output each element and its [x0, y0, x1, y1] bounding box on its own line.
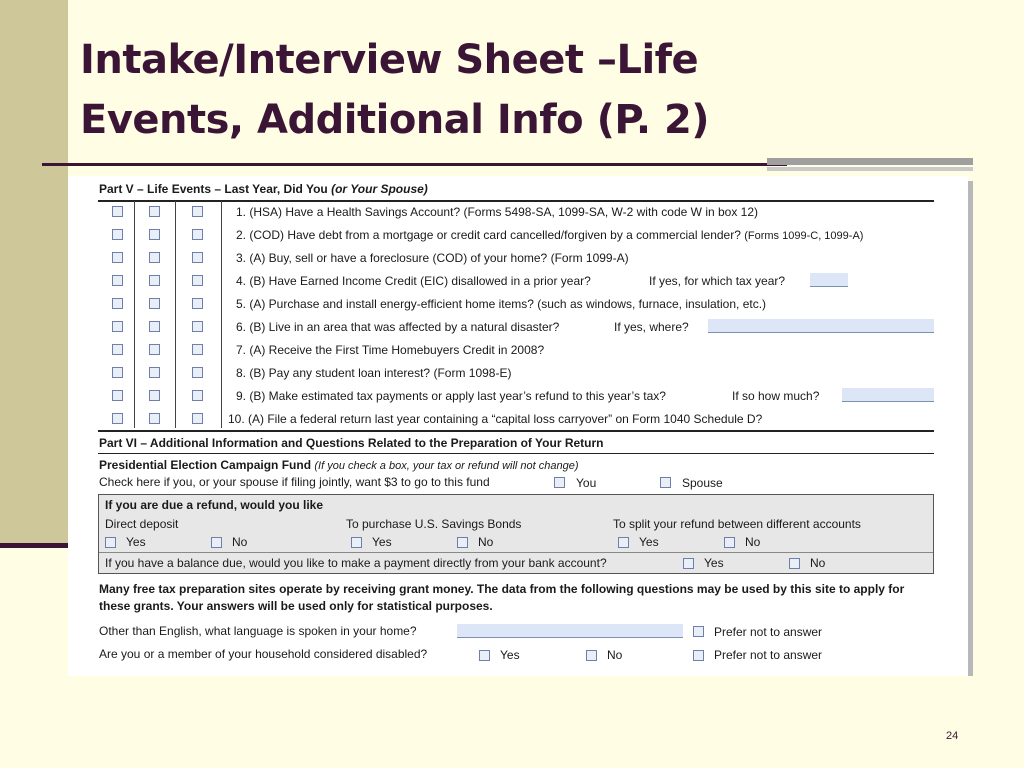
split-refund-yes-checkbox[interactable] [618, 537, 629, 548]
refund-box-divider [99, 552, 933, 553]
row7-question: 7. (A) Receive the First Time Homebuyers Credit in 2008? [236, 343, 545, 357]
campaign-spouse-checkbox[interactable] [660, 477, 671, 488]
savings-bonds-yes-checkbox[interactable] [351, 537, 362, 548]
row5-unsure-checkbox[interactable] [192, 298, 203, 309]
form-shadow [968, 181, 973, 676]
row5-yes-checkbox[interactable] [112, 298, 123, 309]
direct-deposit-yes-checkbox[interactable] [105, 537, 116, 548]
intake-form-page2 [68, 176, 968, 676]
refund-box-title: If you are due a refund, would you like [105, 498, 324, 512]
part5-top-rule [98, 200, 934, 202]
row3-unsure-checkbox[interactable] [192, 252, 203, 263]
split-refund-no-label: No [745, 535, 761, 549]
row2-question [236, 228, 863, 242]
disabled-prefer-not-checkbox[interactable] [693, 650, 704, 661]
balance-due-yes-label: Yes [704, 556, 724, 570]
row9-unsure-checkbox[interactable] [192, 390, 203, 401]
row1-question: 1. (HSA) Have a Health Savings Account? (Forms 5498-SA, 1099-SA, W-2 with code W in box 12) [236, 205, 759, 219]
disabled-no-checkbox[interactable] [586, 650, 597, 661]
part6-header-rule [98, 453, 934, 454]
balance-due-no-checkbox[interactable] [789, 558, 800, 569]
part5-header [99, 182, 428, 196]
savings-bonds-yes-label: Yes [372, 535, 392, 549]
row5-no-checkbox[interactable] [149, 298, 160, 309]
row4-followup: If yes, for which tax year? [649, 274, 786, 288]
row1-yes-checkbox[interactable] [112, 206, 123, 217]
direct-deposit-no-label: No [232, 535, 248, 549]
row8-no-checkbox[interactable] [149, 367, 160, 378]
row6-question: 6. (B) Live in an area that was affected by a natural disaster? [236, 320, 560, 334]
decorative-bar [767, 158, 973, 165]
disabled-yes-label: Yes [500, 648, 520, 662]
estimated-payments-field[interactable] [842, 388, 934, 402]
row4-no-checkbox[interactable] [149, 275, 160, 286]
slide-number: 24 [946, 730, 959, 742]
disabled-no-label: No [607, 648, 623, 662]
part5-header-italic: (or Your Spouse) [331, 182, 428, 196]
row1-no-checkbox[interactable] [149, 206, 160, 217]
language-question: Other than English, what language is spoken in your home? [99, 624, 417, 638]
split-refund-yes-label: Yes [639, 535, 659, 549]
row7-no-checkbox[interactable] [149, 344, 160, 355]
row3-question: 3. (A) Buy, sell or have a foreclosure (COD) of your home? (Form 1099-A) [236, 251, 629, 265]
campaign-fund-note: (If you check a box, your tax or refund will not change) [314, 460, 579, 472]
slide-title-line1: Intake/Interview Sheet –Life [80, 37, 699, 83]
language-prefer-not-checkbox[interactable] [693, 626, 704, 637]
savings-bonds-no-checkbox[interactable] [457, 537, 468, 548]
row10-question: 10. (A) File a federal return last year containing a “capital loss carryover” on Form 1040 Schedule D? [228, 412, 763, 426]
row10-yes-checkbox[interactable] [112, 413, 123, 424]
balance-due-no-label: No [810, 556, 826, 570]
row2-question-text: 2. (COD) Have debt from a mortgage or credit card cancelled/forgiven by a commercial lender? [236, 228, 741, 242]
row9-followup: If so how much? [732, 389, 820, 403]
campaign-you-label: You [576, 476, 597, 490]
eic-tax-year-field[interactable] [810, 273, 848, 287]
row4-question: 4. (B) Have Earned Income Credit (EIC) disallowed in a prior year? [236, 274, 591, 288]
disaster-area-field[interactable] [708, 319, 934, 333]
part6-top-rule [98, 430, 934, 432]
row9-yes-checkbox[interactable] [112, 390, 123, 401]
campaign-you-checkbox[interactable] [554, 477, 565, 488]
sidebar-divider [0, 543, 68, 548]
split-refund-label: To split your refund between different accounts [613, 517, 861, 531]
row2-yes-checkbox[interactable] [112, 229, 123, 240]
campaign-fund-title: Presidential Election Campaign Fund [99, 458, 312, 472]
decorative-bar-light [767, 167, 973, 171]
part5-header-text: Part V – Life Events – Last Year, Did You [99, 182, 328, 196]
row6-yes-checkbox[interactable] [112, 321, 123, 332]
slide-title-line2: Events, Additional Info (P. 2) [80, 97, 710, 143]
savings-bonds-label: To purchase U.S. Savings Bonds [346, 517, 522, 531]
direct-deposit-no-checkbox[interactable] [211, 537, 222, 548]
disabled-question: Are you or a member of your household considered disabled? [99, 647, 428, 661]
row8-question: 8. (B) Pay any student loan interest? (Form 1098-E) [236, 366, 512, 380]
campaign-fund-heading [99, 458, 579, 472]
balance-due-question: If you have a balance due, would you like to make a payment directly from your bank account? [105, 556, 607, 570]
row10-no-checkbox[interactable] [149, 413, 160, 424]
row8-yes-checkbox[interactable] [112, 367, 123, 378]
split-refund-no-checkbox[interactable] [724, 537, 735, 548]
grant-note: Many free tax preparation sites operate by receiving grant money. The data from the following questions may be used by this site to apply for these grants. Your answers will be used only for statistical purposes. [99, 582, 905, 613]
row6-no-checkbox[interactable] [149, 321, 160, 332]
slide-title [80, 30, 709, 150]
row8-unsure-checkbox[interactable] [192, 367, 203, 378]
part6-header: Part VI – Additional Information and Questions Related to the Preparation of Your Return [99, 436, 604, 450]
row7-unsure-checkbox[interactable] [192, 344, 203, 355]
row4-yes-checkbox[interactable] [112, 275, 123, 286]
col-divider-2 [175, 201, 176, 428]
row10-unsure-checkbox[interactable] [192, 413, 203, 424]
language-field[interactable] [457, 624, 683, 638]
refund-options-box [98, 494, 934, 574]
col-divider-3 [221, 201, 222, 428]
title-underline [42, 163, 787, 166]
row1-unsure-checkbox[interactable] [192, 206, 203, 217]
balance-due-yes-checkbox[interactable] [683, 558, 694, 569]
row2-no-checkbox[interactable] [149, 229, 160, 240]
row6-unsure-checkbox[interactable] [192, 321, 203, 332]
disabled-yes-checkbox[interactable] [479, 650, 490, 661]
col-divider-1 [134, 201, 135, 428]
disabled-prefer-not-label: Prefer not to answer [714, 648, 823, 662]
row5-question: 5. (A) Purchase and install energy-efficient home items? (such as windows, furnace, insulation, etc.) [236, 297, 767, 311]
row9-question: 9. (B) Make estimated tax payments or apply last year’s refund to this year’s tax? [236, 389, 666, 403]
direct-deposit-yes-label: Yes [126, 535, 146, 549]
savings-bonds-no-label: No [478, 535, 494, 549]
row3-no-checkbox[interactable] [149, 252, 160, 263]
language-prefer-not-label: Prefer not to answer [714, 625, 823, 639]
campaign-fund-question: Check here if you, or your spouse if filing jointly, want $3 to go to this fund [99, 475, 490, 489]
row9-no-checkbox[interactable] [149, 390, 160, 401]
row3-yes-checkbox[interactable] [112, 252, 123, 263]
slide-sidebar [0, 0, 68, 546]
direct-deposit-label: Direct deposit [105, 517, 179, 531]
campaign-spouse-label: Spouse [682, 476, 723, 490]
row6-followup: If yes, where? [614, 320, 689, 334]
row7-yes-checkbox[interactable] [112, 344, 123, 355]
row4-unsure-checkbox[interactable] [192, 275, 203, 286]
row2-forms-note: (Forms 1099-C, 1099-A) [744, 230, 864, 242]
row2-unsure-checkbox[interactable] [192, 229, 203, 240]
